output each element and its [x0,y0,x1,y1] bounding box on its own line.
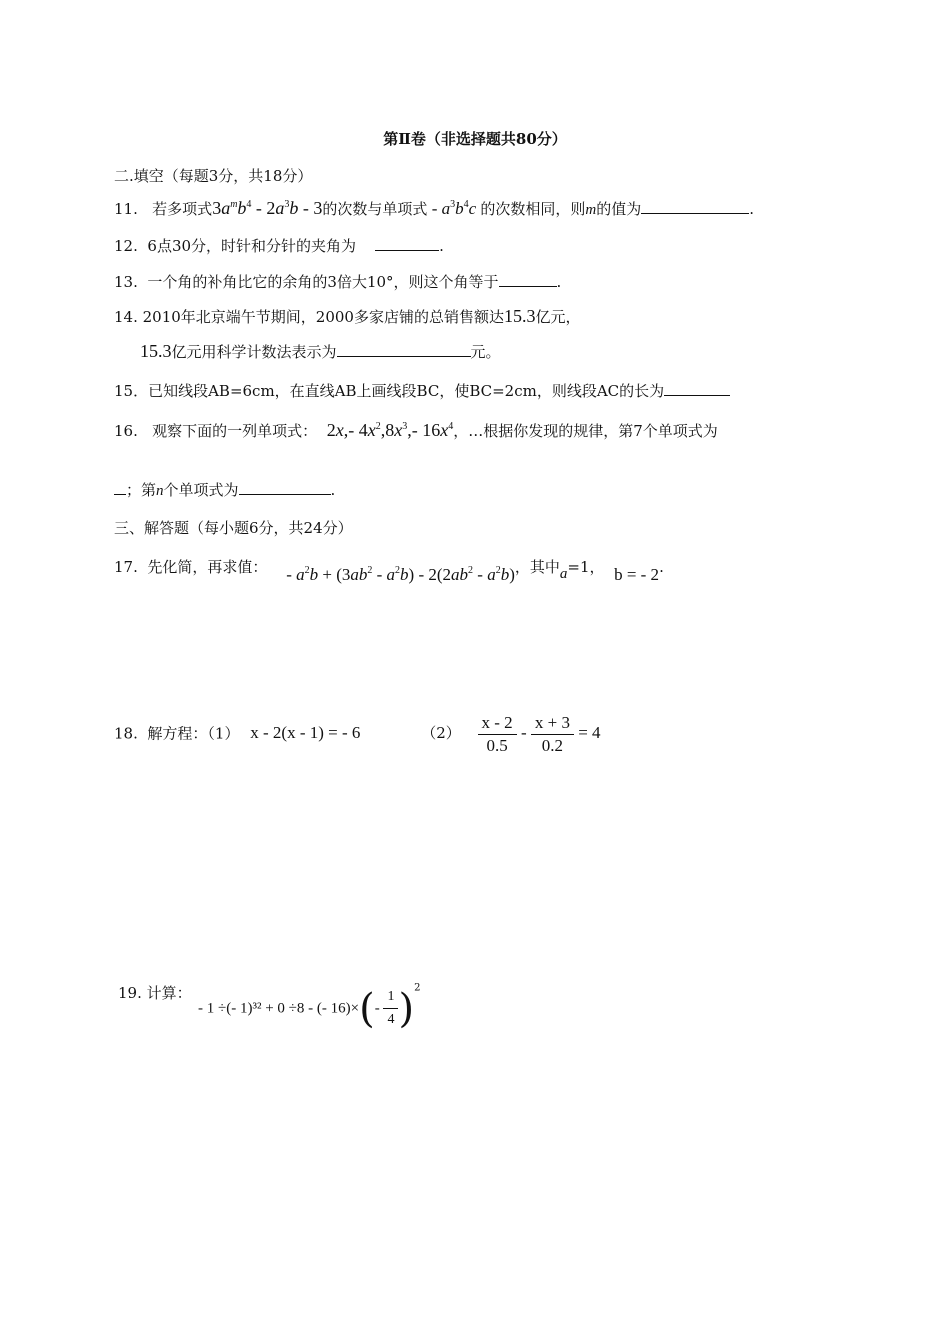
answer-blank-16b[interactable] [239,480,331,495]
question-14-line-1: 14. 2010年北京端午节期间，2000多家店铺的总销售额达15.3亿元， [114,306,581,326]
answer-blank-16a[interactable] [114,480,126,495]
monomial-expression: - $a^3b^4c$ [427,199,477,218]
question-14-line-2: 15.3亿元用科学计数法表示为 元。 [140,341,501,361]
answer-blank-11[interactable] [641,199,749,214]
answer-blank-13[interactable] [499,272,557,287]
equation-1: x - 2(x - 1) = - 6 [250,723,361,743]
section-fill-blank-heading: 二.填空（每题3分，共18分） [114,167,313,185]
question-16-line-2: ；第n个单项式为 . [114,479,335,500]
question-12: 12. 6点30分，时针和分针的夹角为 . [114,237,444,255]
question-13: 13. 一个角的补角比它的余角的3倍大10°，则这个角等于 . [114,273,562,291]
answer-blank-12[interactable] [375,236,439,251]
section-solve-heading: 三、解答题（每小题6分，共24分） [114,519,353,537]
question-16-line-1: 16. 观察下面的一列单项式： 2x,- $4x^2,8x^3,-$ $16x^4$，…根据你发现的规律，第7个单项式为 [114,420,718,440]
question-19: 19. 计算： [118,984,192,1002]
polynomial-expression: $3a^mb^4 - 2a^3b - 3$ [212,198,323,218]
answer-blank-14[interactable] [337,342,471,357]
answer-blank-15[interactable] [664,381,730,396]
question-11: 11. 若多项式$3a^mb^4 - 2a^3b - 3$的次数与单项式 - $a^3b^4c$ 的次数相同，则m的值为 . [114,198,755,218]
question-18: 18. 解方程：（1） x - 2(x - 1) = - 6 （2） $\frac{x - 2}{0.5}$ - $\frac{x + 3}{0.2}$ = 4 [114,713,601,755]
equation-2: $\frac{x - 2}{0.5}$ - $\frac{x + 3}{0.2}$ = 4 [478,723,601,742]
question-17: 17. 先化简，再求值： - $a^2b + (3ab^2 - a^2b) - 2(2ab^2 - a^2b)$，其中a=1， b = - 2. [114,558,664,584]
monomial-sequence: 2x,- $4x^2,8x^3,-$ $16x^4$ [326,420,454,440]
compute-expression: - 1 ÷(- 1)³² + 0 ÷8 - (- 16)×(- $\frac{1}{4}$ )$^2$ [198,982,421,1032]
page-title: 第Ⅱ卷（非选择题共80分） [383,130,567,148]
simplify-expression: - $a^2b + (3ab^2 - a^2b) - 2(2ab^2 - a^2b)$ [286,565,515,584]
question-15: 15．已知线段AB=6cm，在直线AB上画线段BC，使BC=2cm，则线段AC的长为 [114,380,730,401]
